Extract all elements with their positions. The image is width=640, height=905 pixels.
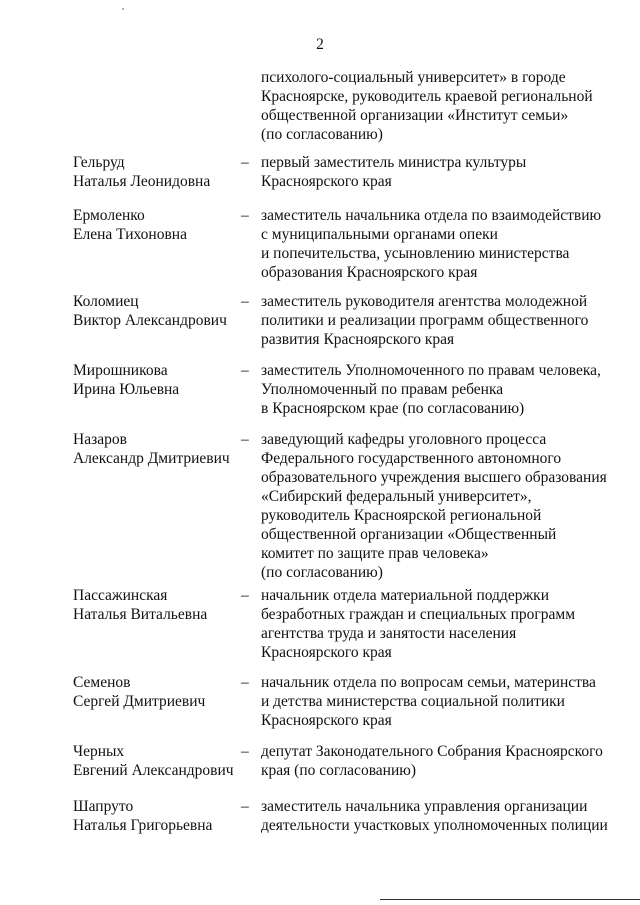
member-position bbox=[261, 742, 631, 780]
position-line: с муниципальными органами опеки bbox=[261, 226, 498, 243]
position-line: образования Красноярского края bbox=[261, 264, 478, 281]
member-name bbox=[73, 797, 238, 835]
page-number: 2 bbox=[316, 36, 324, 53]
continued-line: (по согласованию) bbox=[261, 126, 383, 143]
member-given-names: Наталья Леонидовна bbox=[73, 173, 211, 190]
member-name bbox=[73, 673, 238, 711]
position-line: и попечительства, усыновлению министерства bbox=[261, 245, 570, 262]
position-line: Красноярского края bbox=[261, 644, 392, 661]
member-surname: Мирошникова bbox=[73, 362, 168, 379]
member-position bbox=[261, 153, 631, 191]
continued-line: общественной организации «Институт семьи» bbox=[261, 107, 569, 124]
position-line: заместитель руководителя агентства молодежной bbox=[261, 293, 588, 310]
continued-description bbox=[261, 68, 621, 144]
dash-separator: – bbox=[241, 798, 249, 815]
member-given-names: Наталья Григорьевна bbox=[73, 817, 213, 834]
member-name bbox=[73, 586, 238, 624]
member-name bbox=[73, 742, 238, 780]
member-position bbox=[261, 673, 631, 730]
member-surname: Черных bbox=[73, 743, 125, 760]
member-given-names: Наталья Витальевна bbox=[73, 606, 208, 623]
member-given-names: Елена Тихоновна bbox=[73, 226, 187, 243]
member-name bbox=[73, 361, 238, 399]
position-line: Красноярского края bbox=[261, 712, 392, 729]
member-surname: Пассажинская bbox=[73, 587, 168, 604]
position-line: (по согласованию) bbox=[261, 564, 383, 581]
member-name bbox=[73, 292, 238, 330]
member-name bbox=[73, 153, 238, 191]
member-position bbox=[261, 292, 631, 349]
position-line: образовательного учреждения высшего образования bbox=[261, 469, 607, 486]
member-given-names: Ирина Юльевна bbox=[73, 381, 180, 398]
member-surname: Назаров bbox=[73, 431, 127, 448]
position-line: Красноярского края bbox=[261, 173, 392, 190]
bottom-scan-line bbox=[380, 899, 640, 900]
position-line: Уполномоченный по правам ребенка bbox=[261, 381, 504, 398]
position-line: общественной организации «Общественный bbox=[261, 526, 557, 543]
position-line: развития Красноярского края bbox=[261, 331, 455, 348]
position-line: агентства труда и занятости населения bbox=[261, 625, 517, 642]
dash-separator: – bbox=[241, 154, 249, 171]
position-line: и детства министерства социальной политики bbox=[261, 693, 565, 710]
position-line: комитет по защите прав человека» bbox=[261, 545, 489, 562]
position-line: «Сибирский федеральный университет», bbox=[261, 488, 532, 505]
position-line: заместитель начальника отдела по взаимодействию bbox=[261, 207, 602, 224]
position-line: Федерального государственного автономного bbox=[261, 450, 562, 467]
dash-separator: – bbox=[241, 674, 249, 691]
dash-separator: – bbox=[241, 743, 249, 760]
member-name bbox=[73, 430, 238, 468]
position-line: заместитель Уполномоченного по правам человека, bbox=[261, 362, 601, 379]
member-surname: Коломиец bbox=[73, 293, 139, 310]
member-surname: Ермоленко bbox=[73, 207, 145, 224]
position-line: в Красноярском крае (по согласованию) bbox=[261, 400, 525, 417]
dash-separator: – bbox=[241, 207, 249, 224]
member-given-names: Сергей Дмитриевич bbox=[73, 693, 206, 710]
position-line: депутат Законодательного Собрания Красноярского bbox=[261, 743, 603, 760]
member-given-names: Виктор Александрович bbox=[73, 312, 227, 329]
position-line: начальник отдела по вопросам семьи, материнства bbox=[261, 674, 596, 691]
member-surname: Семенов bbox=[73, 674, 131, 691]
member-position bbox=[261, 586, 631, 662]
dash-separator: – bbox=[241, 362, 249, 379]
scan-speck bbox=[122, 8, 124, 10]
member-name bbox=[73, 206, 238, 244]
position-line: политики и реализации программ общественного bbox=[261, 312, 589, 329]
continued-line: психолого-социальный университет» в городе bbox=[261, 69, 566, 86]
position-line: руководитель Красноярской региональной bbox=[261, 507, 542, 524]
dash-separator: – bbox=[241, 431, 249, 448]
member-position bbox=[261, 206, 631, 282]
position-line: безработных граждан и специальных программ bbox=[261, 606, 576, 623]
member-surname: Шапруто bbox=[73, 798, 134, 815]
position-line: первый заместитель министра культуры bbox=[261, 154, 527, 171]
position-line: деятельности участковых уполномоченных полиции bbox=[261, 817, 608, 834]
dash-separator: – bbox=[241, 293, 249, 310]
member-position bbox=[261, 797, 631, 835]
position-line: края (по согласованию) bbox=[261, 762, 417, 779]
member-position bbox=[261, 361, 631, 418]
position-line: заместитель начальника управления организации bbox=[261, 798, 588, 815]
position-line: заведующий кафедры уголовного процесса bbox=[261, 431, 547, 448]
member-given-names: Евгений Александрович bbox=[73, 762, 234, 779]
dash-separator: – bbox=[241, 587, 249, 604]
continued-line: Красноярске, руководитель краевой региональной bbox=[261, 88, 593, 105]
member-surname: Гельруд bbox=[73, 154, 125, 171]
position-line: начальник отдела материальной поддержки bbox=[261, 587, 549, 604]
member-given-names: Александр Дмитриевич bbox=[73, 450, 230, 467]
member-position bbox=[261, 430, 631, 582]
